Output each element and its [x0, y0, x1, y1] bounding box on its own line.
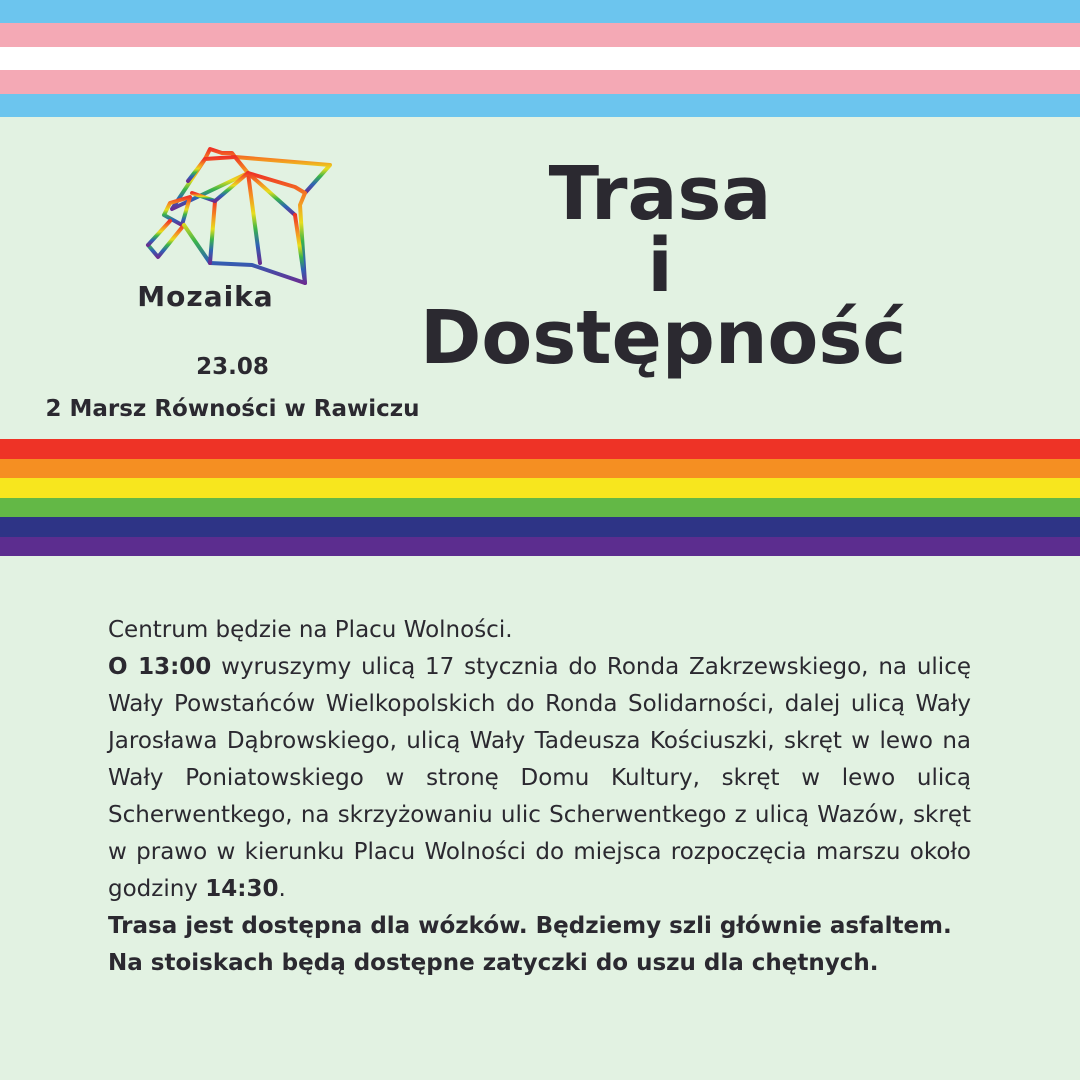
rainbow-flag-stripes — [0, 439, 1080, 556]
org-name: Mozaika — [137, 280, 274, 313]
intro-text: Centrum będzie na Placu Wolności. — [108, 617, 513, 643]
route-description — [108, 612, 971, 982]
page-title — [420, 151, 907, 381]
geometric-bear-head-rainbow-icon — [140, 145, 340, 295]
stripe-red — [0, 439, 1080, 459]
stripe-orange — [0, 459, 1080, 479]
title-line-3: Dostępność — [420, 295, 907, 381]
title-line-2: i — [647, 223, 673, 309]
event-name: 2 Marsz Równości w Rawiczu — [45, 396, 420, 422]
earplugs-text: Na stoiskach będą dostępne zatyczki do uszu dla chętnych. — [108, 950, 879, 976]
event-date: 23.08 — [196, 354, 269, 380]
stripe-blue — [0, 517, 1080, 537]
stripe-yellow — [0, 478, 1080, 498]
route-end-punct: . — [278, 876, 286, 902]
stripe-blue — [0, 0, 1080, 23]
stripe-pink — [0, 23, 1080, 46]
accessibility-text: Trasa jest dostępna dla wózków. Będziemy szli głównie asfaltem. — [108, 913, 952, 939]
trans-flag-stripes — [0, 0, 1080, 117]
stripe-white — [0, 47, 1080, 70]
stripe-violet — [0, 537, 1080, 557]
route-start-time: O 13:00 — [108, 654, 212, 680]
title-line-1: Trasa — [548, 151, 772, 237]
route-end-time: 14:30 — [205, 876, 279, 902]
route-text — [108, 649, 971, 908]
stripe-blue — [0, 94, 1080, 117]
route-body: wyruszymy ulicą 17 stycznia do Ronda Zakrzewskiego, na ulicę Wały Powstańców Wielkopolskich do Ronda Solidarności, dalej ulicą Wały Jarosława Dąbrowskiego, ulicą Wały Tadeusza Kościuszki, skręt w lewo na Wały Poniatowskiego w stronę Domu Kultury, skręt w lewo ulicą Scherwentkego, na skrzyżowaniu ulic Scherwentkego z ulicą Wazów, skręt w prawo w kierunku Placu Wolności do miejsca rozpoczęcia marszu około godziny — [108, 654, 971, 902]
stripe-green — [0, 498, 1080, 518]
stripe-pink — [0, 70, 1080, 93]
